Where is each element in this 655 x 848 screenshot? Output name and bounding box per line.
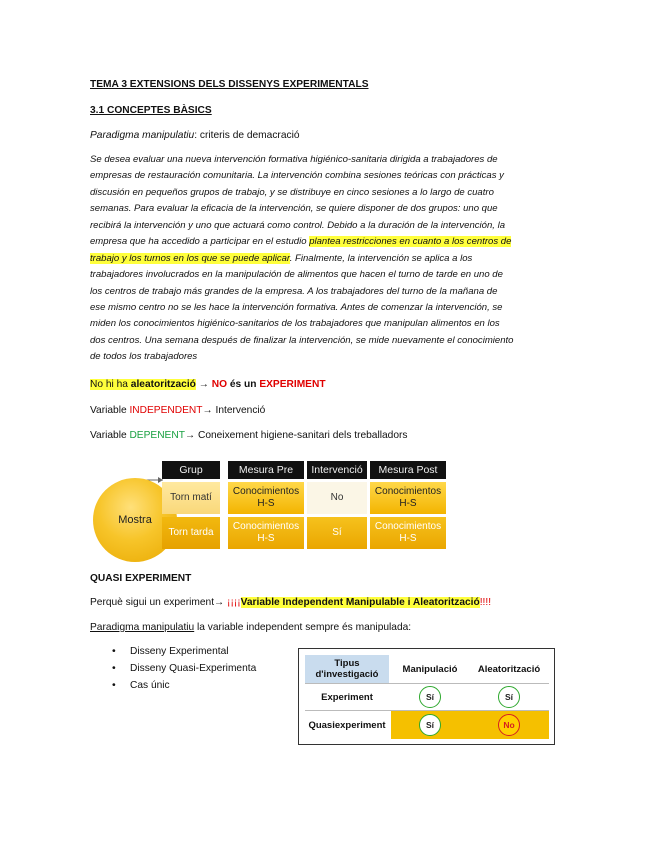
- post-morning: Conocimientos H-S: [370, 482, 446, 514]
- manipulative-line: [90, 621, 411, 634]
- row-manip: [391, 684, 469, 710]
- doc-title: TEMA 3 EXTENSIONS DELS DISSENYS EXPERIMENTALS: [90, 79, 369, 90]
- bullet-icon: •: [112, 662, 116, 674]
- para-line: miden los conocimientos higiénico-sanitarios de los trabajadores que manipulan alimentos en los: [90, 318, 500, 330]
- cross-circle-icon: No: [498, 714, 520, 736]
- para-line: trabajadores involucrados en la manipulación de alimentos que hacen el turno de tarde en uno de: [90, 269, 503, 281]
- case-paragraph: [90, 152, 560, 366]
- para-line: discusión en pequeños grupos de trabajo, y se distribuye en cinco sesiones a lo largo de cuatro: [90, 186, 494, 198]
- bullet-icon: •: [112, 645, 116, 657]
- para-line: de todos los trabajadores: [90, 351, 198, 363]
- bullet-icon: •: [112, 679, 116, 691]
- conclusion-experiment: EXPERIMENT: [259, 379, 326, 390]
- list-item: Disseny Quasi-Experimenta: [130, 663, 257, 674]
- quasi-heading: QUASI EXPERIMENT: [90, 573, 192, 584]
- section-heading: 3.1 CONCEPTES BÀSICS: [90, 105, 212, 116]
- quasi-exclaim-close: !!!!: [479, 597, 492, 608]
- para-text: empresa que ha accedido a participar en el estudio: [90, 236, 310, 248]
- intervention-afternoon: Sí: [307, 517, 367, 549]
- var-dependent: DEPENENT: [129, 430, 185, 441]
- para-line: los centros de trabajo más grandes de la empresa. A los trabajadores del turno de la mañana de: [90, 285, 498, 297]
- row-type: Experiment: [321, 691, 373, 703]
- quasi-pre: Perquè sigui un experiment→: [90, 597, 228, 608]
- header-post: Mesura Post: [370, 461, 446, 479]
- para-line: recibirá la intervención y uno que actuará como control. Debido a la duración de la intervención, la: [90, 219, 506, 231]
- conclusion-mid: és un: [227, 379, 260, 390]
- independent-variable-line: [90, 404, 265, 417]
- quasi-exclaim-open: ¡¡¡¡: [227, 597, 241, 608]
- conclusion-bold: aleatorització: [130, 379, 196, 390]
- manip-rest: la variable independent sempre és manipulada:: [194, 622, 412, 633]
- classification-table: [298, 648, 555, 745]
- conclusion-no: NO: [211, 379, 228, 390]
- para-text: . Finalmente, la intervención se aplica a los: [289, 252, 473, 264]
- sample-circle: Mostra: [93, 478, 177, 562]
- para-line: semanas. Para evaluar la eficacia de la intervención, se quiere disponer de dos grupos: uno que: [90, 203, 498, 215]
- var-post: → Intervenció: [202, 405, 266, 416]
- var-pre: Variable: [90, 405, 130, 416]
- header-group: Grup: [162, 461, 220, 479]
- paradigm-label: Paradigma manipulatiu: [90, 130, 195, 141]
- var-post: → Coneixement higiene-sanitari dels treballadors: [184, 430, 408, 441]
- list-item: Cas únic: [130, 680, 170, 691]
- header-intervention: Intervenció: [307, 461, 367, 479]
- quasi-line: [90, 596, 491, 609]
- paradigm-line: [90, 129, 300, 142]
- row-aleat: [469, 684, 549, 710]
- row-manip: [391, 711, 469, 739]
- conclusion-pre: No hi ha: [90, 379, 131, 390]
- row-aleat: [469, 711, 549, 739]
- check-circle-icon: Sí: [498, 686, 520, 708]
- para-line: dos centros. Una semana después de finalizar la intervención, se mide nuevamente el conocimiento: [90, 334, 514, 346]
- header-pre: Mesura Pre: [228, 461, 304, 479]
- post-afternoon: Conocimientos H-S: [370, 517, 446, 549]
- para-highlight: trabajo y los turnos en los que se puede aplicar: [90, 252, 290, 264]
- para-line: empresas de restauración comunitaria. La intervención combina sesiones teóricas con prácticas y: [90, 170, 504, 182]
- para-line: Se desea evaluar una nueva intervención formativa higiénico-sanitaria dirigida a trabajadores de: [90, 154, 498, 165]
- col-aleat-header: Aleatorització: [477, 663, 541, 675]
- check-circle-icon: Sí: [419, 686, 441, 708]
- dependent-variable-line: [90, 429, 407, 442]
- pre-afternoon: Conocimientos H-S: [228, 517, 304, 549]
- para-line: [90, 234, 560, 250]
- group-afternoon: Torn tarda: [162, 517, 220, 549]
- col-manip-header: Manipulació: [402, 663, 458, 675]
- check-circle-icon: Sí: [419, 714, 441, 736]
- col-type-header: Tipus d'investigació: [305, 655, 389, 683]
- pre-morning: Conocimientos H-S: [228, 482, 304, 514]
- conclusion-highlight: [90, 379, 196, 390]
- group-morning: Torn matí: [162, 482, 220, 514]
- quasi-highlight: Variable Independent Manipulable i Aleatorització: [240, 597, 480, 608]
- para-highlight: plantea restricciones en cuanto a los centros de: [309, 236, 512, 248]
- para-line: [90, 251, 560, 267]
- para-line: ese mismo centro no se les hace la intervención formativa. Antes de comenzar la intervención, se: [90, 301, 503, 313]
- var-pre: Variable: [90, 430, 130, 441]
- row-type: Quasiexperiment: [308, 719, 386, 731]
- list-item: Disseny Experimental: [130, 646, 229, 657]
- conclusion-line: [90, 378, 326, 391]
- manip-underline: Paradigma manipulatiu: [90, 622, 195, 633]
- paradigm-rest: : criteris de demacració: [194, 130, 300, 141]
- var-independent: INDEPENDENT: [129, 405, 203, 416]
- arrow-icon: →: [195, 379, 212, 390]
- intervention-morning: No: [307, 482, 367, 514]
